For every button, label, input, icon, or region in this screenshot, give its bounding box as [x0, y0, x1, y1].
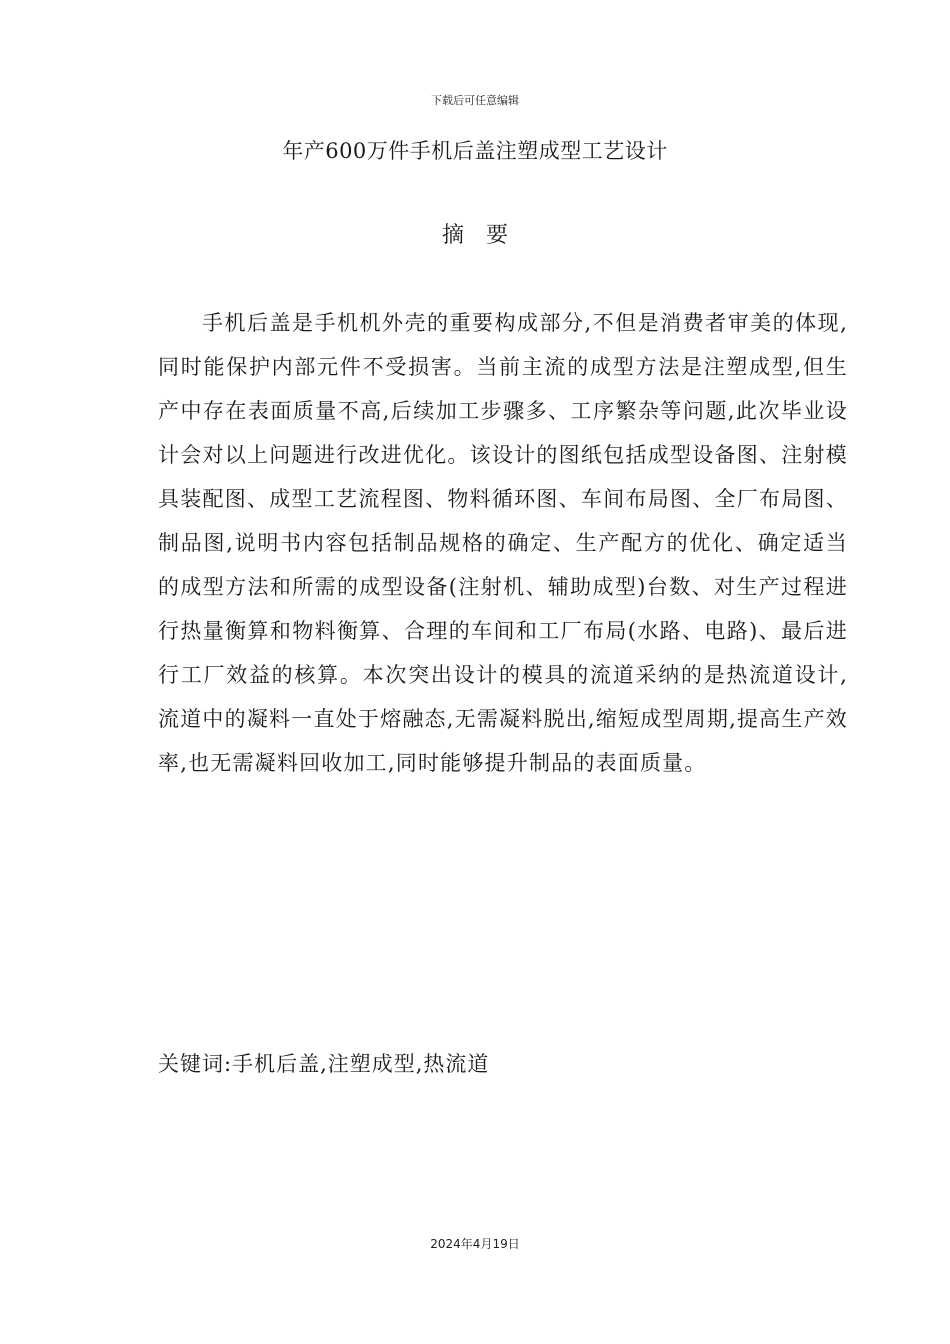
abstract-heading: 摘要	[441, 223, 530, 248]
document-title: 年产600万件手机后盖注塑成型工艺设计	[282, 139, 668, 163]
keywords: 关键词:手机后盖,注塑成型,热流道	[158, 1052, 490, 1076]
abstract-body: 手机后盖是手机机外壳的重要构成部分,不但是消费者审美的体现,同时能保护内部元件不受损害。当前主流的成型方法是注塑成型,但生产中存在表面质量不高,后续加工步骤多、工序繁杂等问题,此次毕业设计会对以上问题进行改进优化。该设计的图纸包括成型设备图、注射模具装配图、成型工艺流程图、物料循环图、车间布局图、全厂布局图、制品图,说明书内容包括制品规格的确定、生产配方的优化、确定适当的成型方法和所需的成型设备(注射机、辅助成型)台数、对生产过程进行热量衡算和物料衡算、合理的车间和工厂布局(水路、电路)、最后进行工厂效益的核算。本次突出设计的模具的流道采纳的是热流道设计,流道中的凝料一直处于熔融态,无需凝料脱出,缩短成型周期,提高生产效率,也无需凝料回收加工,同时能够提升制品的表面质量。	[158, 311, 848, 775]
footer-date: 2024年4月19日	[430, 1237, 520, 1251]
header-note: 下载后可任意编辑	[431, 94, 519, 107]
